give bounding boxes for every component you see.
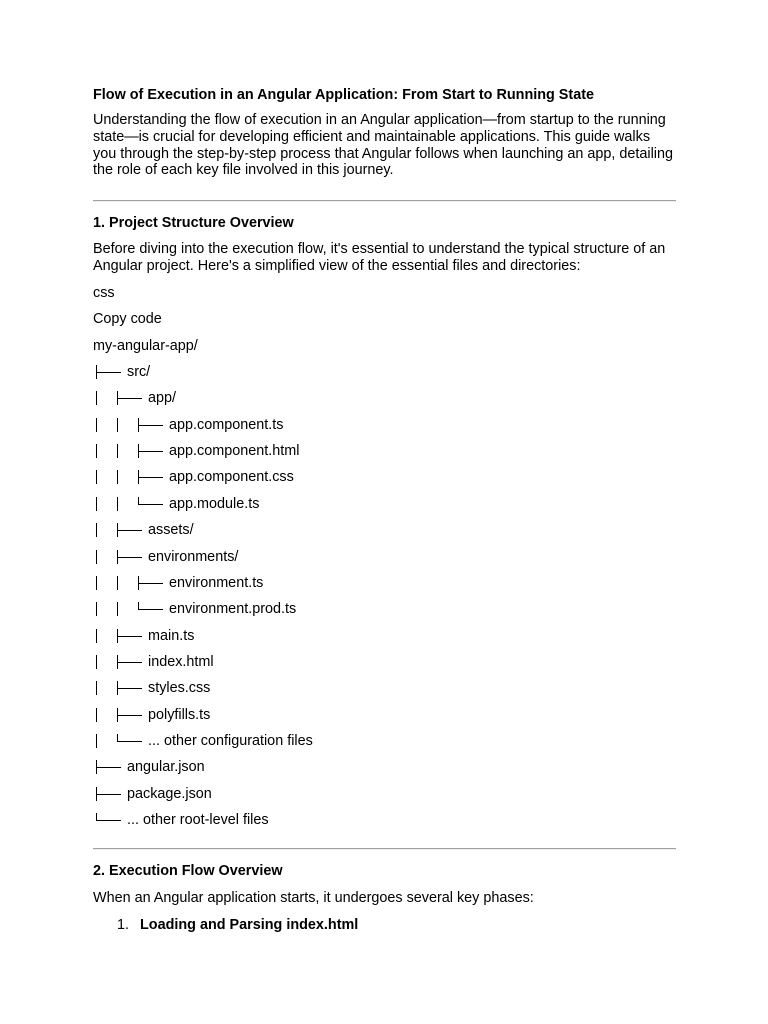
tree-row <box>93 759 493 776</box>
tree-row <box>93 812 493 829</box>
tree-root-label: my-angular-app/ <box>93 338 198 354</box>
tree-row <box>93 549 493 566</box>
section-divider <box>93 200 676 202</box>
tree-row <box>93 628 493 645</box>
tree-row <box>93 469 493 486</box>
tree-item-label: app.component.css <box>169 469 294 486</box>
section1-intro-paragraph: Before diving into the execution flow, it's essential to understand the typical structure of an Angular project. Here's a simplified view of the essential files and directories: <box>93 241 666 274</box>
section2-intro-paragraph: When an Angular application starts, it undergoes several key phases: <box>93 890 534 906</box>
tree-row <box>93 364 493 381</box>
intro-paragraph: Understanding the flow of execution in an Angular application—from startup to the running state—is crucial for developing efficient and maintainable applications. This guide walks you through the step-by-step process that Angular follows when launching an app, detailing the role of each key file involved in this journey. <box>93 112 673 179</box>
tree-row <box>93 417 493 434</box>
section-heading-execution-flow: 2. Execution Flow Overview <box>93 863 283 879</box>
tree-item-label: environment.prod.ts <box>169 601 297 618</box>
code-language-label: css <box>93 285 115 301</box>
tree-row <box>93 496 493 513</box>
tree-item-label: app.component.ts <box>169 416 284 433</box>
tree-item-label: app.component.html <box>169 443 300 460</box>
tree-item-label: styles.css <box>148 680 211 697</box>
tree-item-label: polyfills.ts <box>148 706 211 723</box>
tree-row <box>93 390 493 407</box>
tree-row <box>93 733 493 750</box>
tree-row <box>93 575 493 592</box>
tree-item-label: angular.json <box>127 759 205 776</box>
tree-item-label: environments/ <box>148 548 239 565</box>
section-heading-project-structure: 1. Project Structure Overview <box>93 215 294 231</box>
document-title: Flow of Execution in an Angular Application: From Start to Running State <box>93 87 595 103</box>
tree-item-label: assets/ <box>148 522 194 539</box>
tree-item-label: app.module.ts <box>169 495 260 512</box>
tree-row <box>93 654 493 671</box>
tree-item-label: package.json <box>127 785 212 802</box>
tree-row <box>93 522 493 539</box>
tree-item-label: environment.ts <box>169 574 264 591</box>
section-divider <box>93 848 676 850</box>
copy-code-button[interactable]: Copy code <box>93 311 162 327</box>
tree-item-label: ... other configuration files <box>148 732 313 749</box>
tree-item-label: ... other root-level files <box>127 812 269 828</box>
list-item-text: Loading and Parsing index.html <box>140 917 359 933</box>
tree-item-label: main.ts <box>148 627 195 644</box>
tree-item-label: app/ <box>148 390 177 407</box>
tree-row <box>93 601 493 618</box>
tree-row <box>93 680 493 697</box>
tree-row <box>93 707 493 724</box>
tree-item-label: src/ <box>127 364 151 380</box>
tree-row <box>93 786 493 803</box>
tree-item-label: index.html <box>148 653 214 670</box>
tree-row <box>93 443 493 460</box>
list-item-number: 1. <box>117 917 130 933</box>
